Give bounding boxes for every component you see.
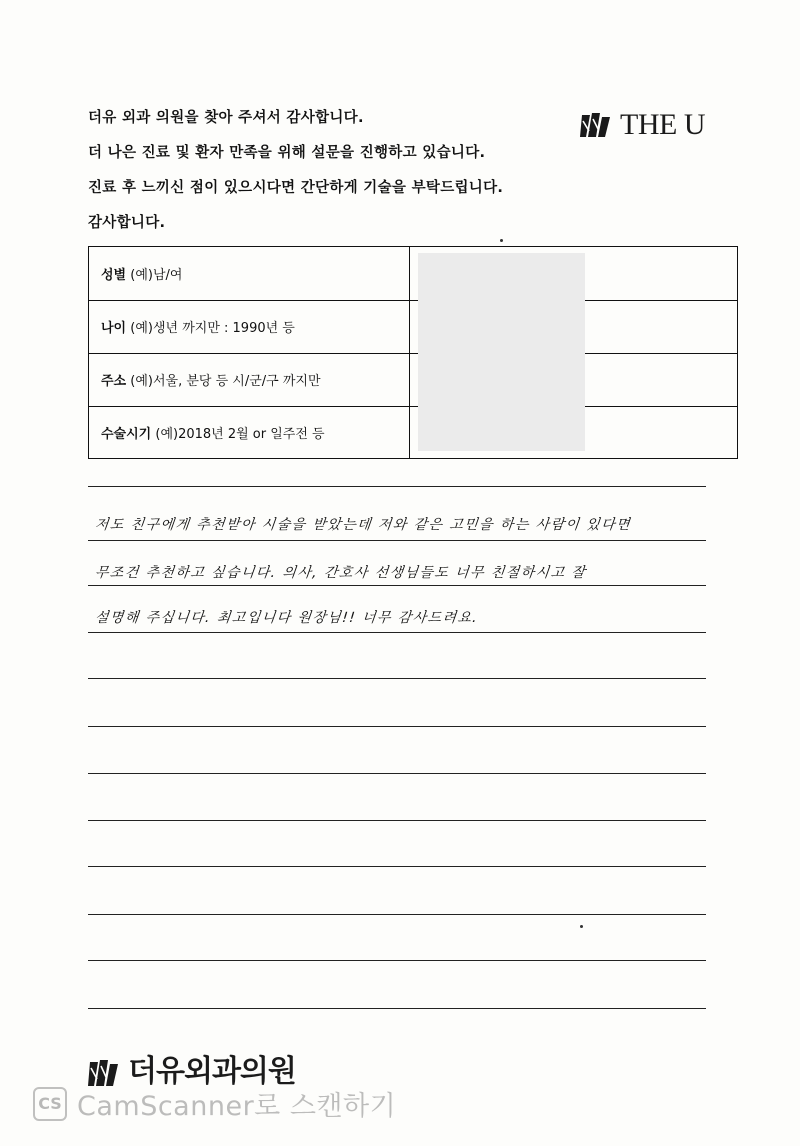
writing-line [88,585,706,586]
intro-line: 진료 후 느끼신 점이 있으시다면 간단하게 기술을 부탁드립니다. [88,180,504,196]
writing-line [88,820,706,821]
table-divider [89,300,737,301]
writing-line [88,726,706,727]
handwritten-comment-line: 설명해 주십니다. 최고입니다 원장님!! 너무 감사드려요. [94,610,480,626]
footer-clinic-name: 더유외과의원 [128,1054,296,1089]
info-row-surgery-date [89,406,409,459]
writing-line [88,486,706,487]
brand-logo-top [580,110,705,140]
ink-speck [500,239,503,242]
row-hint: (예)서울, 분당 등 시/군/구 까지만 [130,374,321,389]
writing-line [88,678,706,679]
camscanner-watermark [33,1084,396,1123]
intro-line: 감사합니다. [88,215,166,231]
info-row-gender [89,247,409,300]
redacted-answers [418,253,585,451]
brand-logo-text: THE U [620,108,705,141]
intro-line: 더 나은 진료 및 환자 만족을 위해 설문을 진행하고 있습니다. [88,145,486,161]
row-hint: (예)생년 까지만 : 1990년 등 [130,321,295,336]
table-divider [89,353,737,354]
patient-info-table [88,246,738,459]
writing-line [88,632,706,633]
info-row-address [89,353,409,406]
writing-line [88,914,706,915]
row-hint: (예)남/여 [130,268,183,283]
writing-line [88,1008,706,1009]
writing-line [88,540,706,541]
intro-text [88,108,608,248]
table-divider [89,406,737,407]
row-label: 주소 [101,374,127,389]
handwritten-comment-line: 무조건 추천하고 싶습니다. 의사, 간호사 선생님들도 너무 친절하시고 잘 [94,565,588,581]
writing-line [88,960,706,961]
info-row-age [89,300,409,353]
row-label: 나이 [101,321,127,336]
camscanner-logo-icon: CS [33,1087,67,1121]
ink-speck [580,925,583,928]
camscanner-text: CamScanner로 스캔하기 [77,1091,397,1122]
intro-line: 더유 외과 의원을 찾아 주셔서 감사합니다. [88,110,364,126]
row-label: 성별 [101,268,127,283]
row-label: 수술시기 [101,427,152,442]
writing-line [88,866,706,867]
brand-mark-icon [88,1058,124,1086]
brand-mark-icon [580,111,616,139]
writing-line [88,773,706,774]
row-hint: (예)2018년 2월 or 일주전 등 [155,427,325,442]
handwritten-comment-line: 저도 친구에게 추천받아 시술을 받았는데 저와 같은 고민을 하는 사람이 있다면 [94,517,632,533]
